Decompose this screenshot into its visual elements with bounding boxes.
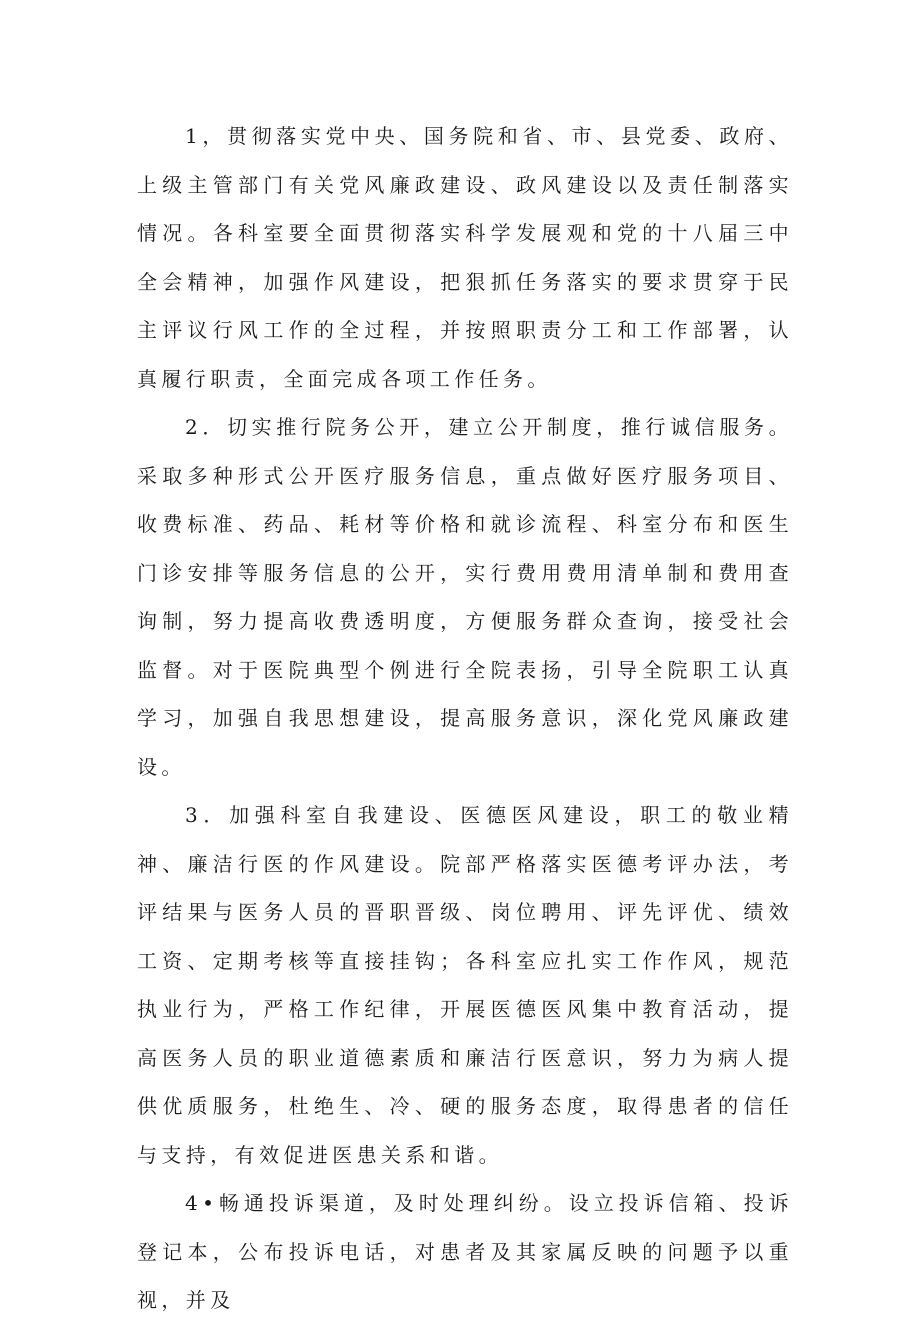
document-body [137, 112, 793, 1325]
paragraph-1: 1，贯彻落实党中央、国务院和省、市、县党委、政府、上级主管部门有关党风廉政建设、政风建设以及责任制落实情况。各科室要全面贯彻落实科学发展观和党的十八届三中全会精神，加强作风建设，把狠抓任务落实的要求贯穿于民主评议行风工作的全过程，并按照职责分工和工作部署，认真履行职责，全面完成各项工作任务。 [137, 124, 793, 391]
paragraph-4: 4•畅通投诉渠道，及时处理纠纷。设立投诉信箱、投诉登记本，公布投诉电话，对患者及其家属反映的问题予以重视，并及 [137, 1191, 793, 1312]
paragraph-3: 3．加强科室自我建设、医德医风建设，职工的敬业精神、廉洁行医的作风建设。院部严格落实医德考评办法，考评结果与医务人员的晋职晋级、岗位聘用、评先评优、绩效工资、定期考核等直接挂钩；各科室应扎实工作作风，规范执业行为，严格工作纪律，开展医德医风集中教育活动，提高医务人员的职业道德素质和廉洁行医意识，努力为病人提供优质服务，杜绝生、冷、硬的服务态度，取得患者的信任与支持，有效促进医患关系和谐。 [137, 803, 793, 1167]
paragraph-2: 2．切实推行院务公开，建立公开制度，推行诚信服务。采取多种形式公开医疗服务信息，重点做好医疗服务项目、收费标准、药品、耗材等价格和就诊流程、科室分布和医生门诊安排等服务信息的公开，实行费用费用清单制和费用查询制，努力提高收费透明度，方便服务群众查询，接受社会监督。对于医院典型个例进行全院表扬，引导全院职工认真学习，加强自我思想建设，提高服务意识，深化党风廉政建设。 [137, 415, 793, 779]
